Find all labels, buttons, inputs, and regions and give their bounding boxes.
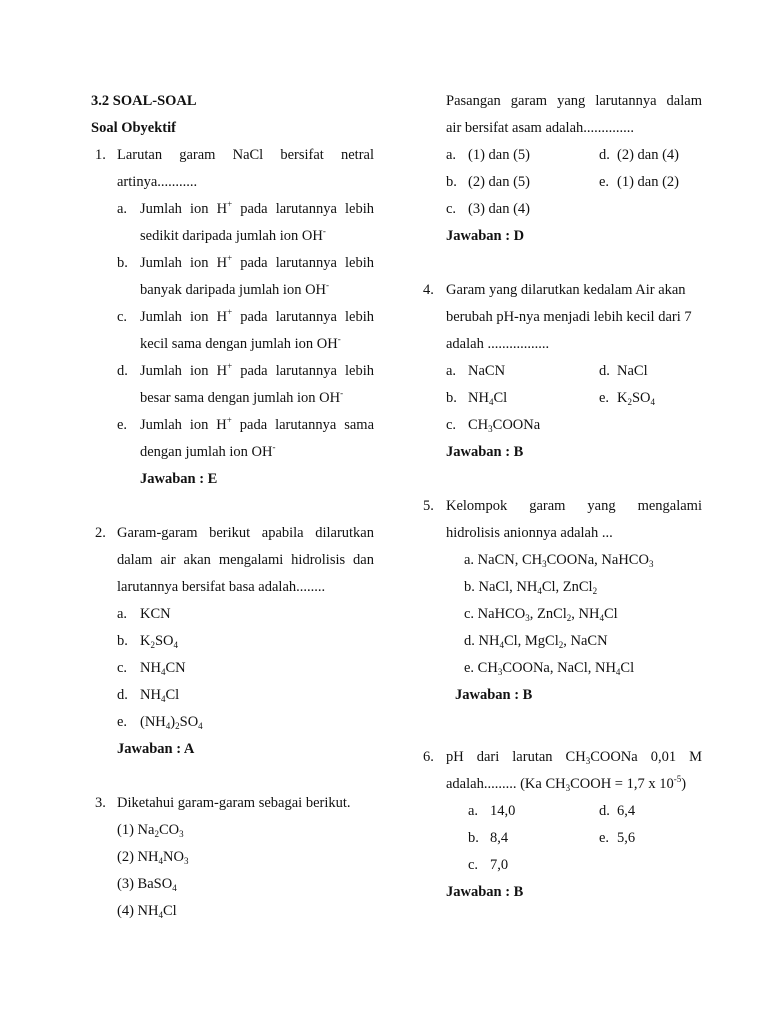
q2-option-c: $NH_4CN$ [140,660,186,677]
q5-answer: Jawaban : B [455,687,533,703]
q4-option-c: $CH_3COONa$ [468,417,541,434]
q4-option-b: $NH_4Cl$ [468,390,508,407]
q1-option-d-line2: besar sama dengan jumlah ion OH- [140,388,344,406]
q4-number: 4. [423,282,434,298]
q2-option-e: $(NH_4)_2SO_4$ [140,714,203,731]
q6-option-b: 8,4 [490,830,509,846]
q6-option-label: a. [468,803,479,819]
q4-option-label: c. [446,417,457,433]
q3-option-label: d. [599,147,610,163]
q2-option-b: $K_2SO_4$ [140,633,179,650]
q4-stem-line2: berubah pH-nya menjadi lebih kecil dari 7 [446,309,692,325]
q3-option-label: b. [446,174,457,190]
q6-option-label: b. [468,830,479,846]
q6-option-d: 6,4 [617,803,636,819]
q3-option-label: c. [446,201,457,217]
q6-option-label: e. [599,830,610,846]
q1-number: 1. [95,147,106,163]
q1-option-c-line1: Jumlah ion H+ pada larutannya lebih [140,307,374,325]
q6-option-label: d. [599,803,610,819]
q5-option: e. $CH_3COONa$, NaCl, $NH_4Cl$ [464,660,635,677]
q3-option-d: (2) dan (4) [617,147,680,163]
q6-stem-line1: pH dari larutan $CH_3COONa$ 0,01 M [446,749,702,766]
q2-answer: Jawaban : A [117,741,195,757]
q2-option-label: b. [117,633,128,649]
q5-option: b. NaCl, $NH_4Cl$, ZnCl$_2$ [464,579,598,596]
q3-answer: Jawaban : D [446,228,525,244]
section-heading: 3.2 SOAL-SOAL [91,93,197,109]
q5-stem-line2: hidrolisis anionnya adalah ... [446,525,613,541]
q3-option-label: e. [599,174,610,190]
q2-stem-line2: dalam air akan mengalami hidrolisis dan [117,552,374,568]
q1-stem-line1: Larutan garam NaCl bersifat netral [117,147,374,163]
q6-option-a: 14,0 [490,803,516,819]
q2-stem-line3: larutannya bersifat basa adalah........ [117,579,326,595]
q2-option-label: a. [117,606,128,622]
q6-number: 6. [423,749,434,765]
q4-option-label: d. [599,363,610,379]
q3-item: (2) $NH_4NO_3$ [117,849,189,866]
q5-stem-line1: Kelompok garam yang mengalami [446,498,702,514]
q3-option-label: a. [446,147,457,163]
q1-option-d-line1: Jumlah ion H+ pada larutannya lebih [140,361,374,379]
q1-option-label: e. [117,417,128,433]
q6-option-c: 7,0 [490,857,509,873]
q1-answer: Jawaban : E [140,471,218,487]
q4-option-label: a. [446,363,457,379]
q4-option-e: $K_2SO_4$ [617,390,656,407]
q3-option-a: (1) dan (5) [468,147,531,163]
q2-option-label: e. [117,714,128,730]
q1-option-a-line1: Jumlah ion H+ pada larutannya lebih [140,199,374,217]
q2-option-label: d. [117,687,128,703]
q2-option-d: $NH_4Cl$ [140,687,180,704]
q1-option-b-line1: Jumlah ion H+ pada larutannya lebih [140,253,374,271]
q2-option-a: KCN [140,606,171,622]
q6-stem-line2: adalah......... (Ka $CH_3COOH = 1,7$ x $10^{-5}$) [446,774,687,793]
q4-stem-line3: adalah ................. [446,336,550,352]
q1-option-a-line2: sedikit daripada jumlah ion OH- [140,226,326,244]
q2-number: 2. [95,525,106,541]
q5-option: a. NaCN, $CH_3COONa$, NaHCO$_3$ [464,552,654,569]
q6-option-label: c. [468,857,479,873]
q1-option-e-line2: dengan jumlah ion OH- [140,442,276,460]
q1-option-c-line2: kecil sama dengan jumlah ion OH- [140,334,341,352]
q1-option-label: d. [117,363,128,379]
q3-option-b: (2) dan (5) [468,174,531,190]
q2-option-label: c. [117,660,128,676]
q3-item: (1) $Na_2CO_3$ [117,822,184,839]
q5-option: c. NaHCO$_3$, ZnCl$_2$, $NH_4Cl$ [464,606,618,623]
q3-cont-line1: Pasangan garam yang larutannya dalam [446,93,702,109]
q6-option-e: 5,6 [617,830,636,846]
q4-option-d: NaCl [617,363,648,379]
q5-number: 5. [423,498,434,514]
q4-answer: Jawaban : B [446,444,524,460]
q3-option-e: (1) dan (2) [617,174,680,190]
q1-option-label: b. [117,255,128,271]
q3-item: (3) BaSO$_4$ [117,876,177,893]
q1-option-label: c. [117,309,128,325]
q1-option-label: a. [117,201,128,217]
q3-number: 3. [95,795,106,811]
q3-option-c: (3) dan (4) [468,201,531,217]
q3-stem-line1: Diketahui garam-garam sebagai berikut. [117,795,351,811]
q1-option-e-line1: Jumlah ion H+ pada larutannya sama [140,415,374,433]
section-subheading: Soal Obyektif [91,120,176,136]
q1-stem-line2: artinya........... [117,174,198,190]
q2-stem-line1: Garam-garam berikut apabila dilarutkan [117,525,374,541]
q4-stem-line1: Garam yang dilarutkan kedalam Air akan [446,282,686,298]
q6-answer: Jawaban : B [446,884,524,900]
q3-cont-line2: air bersifat asam adalah.............. [446,120,635,136]
q1-option-b-line2: banyak daripada jumlah ion OH- [140,280,330,298]
q4-option-label: e. [599,390,610,406]
q3-item: (4) $NH_4Cl$ [117,903,177,920]
q5-option: d. $NH_4Cl$, MgCl$_2$, NaCN [464,633,608,650]
q4-option-label: b. [446,390,457,406]
q4-option-a: NaCN [468,363,506,379]
